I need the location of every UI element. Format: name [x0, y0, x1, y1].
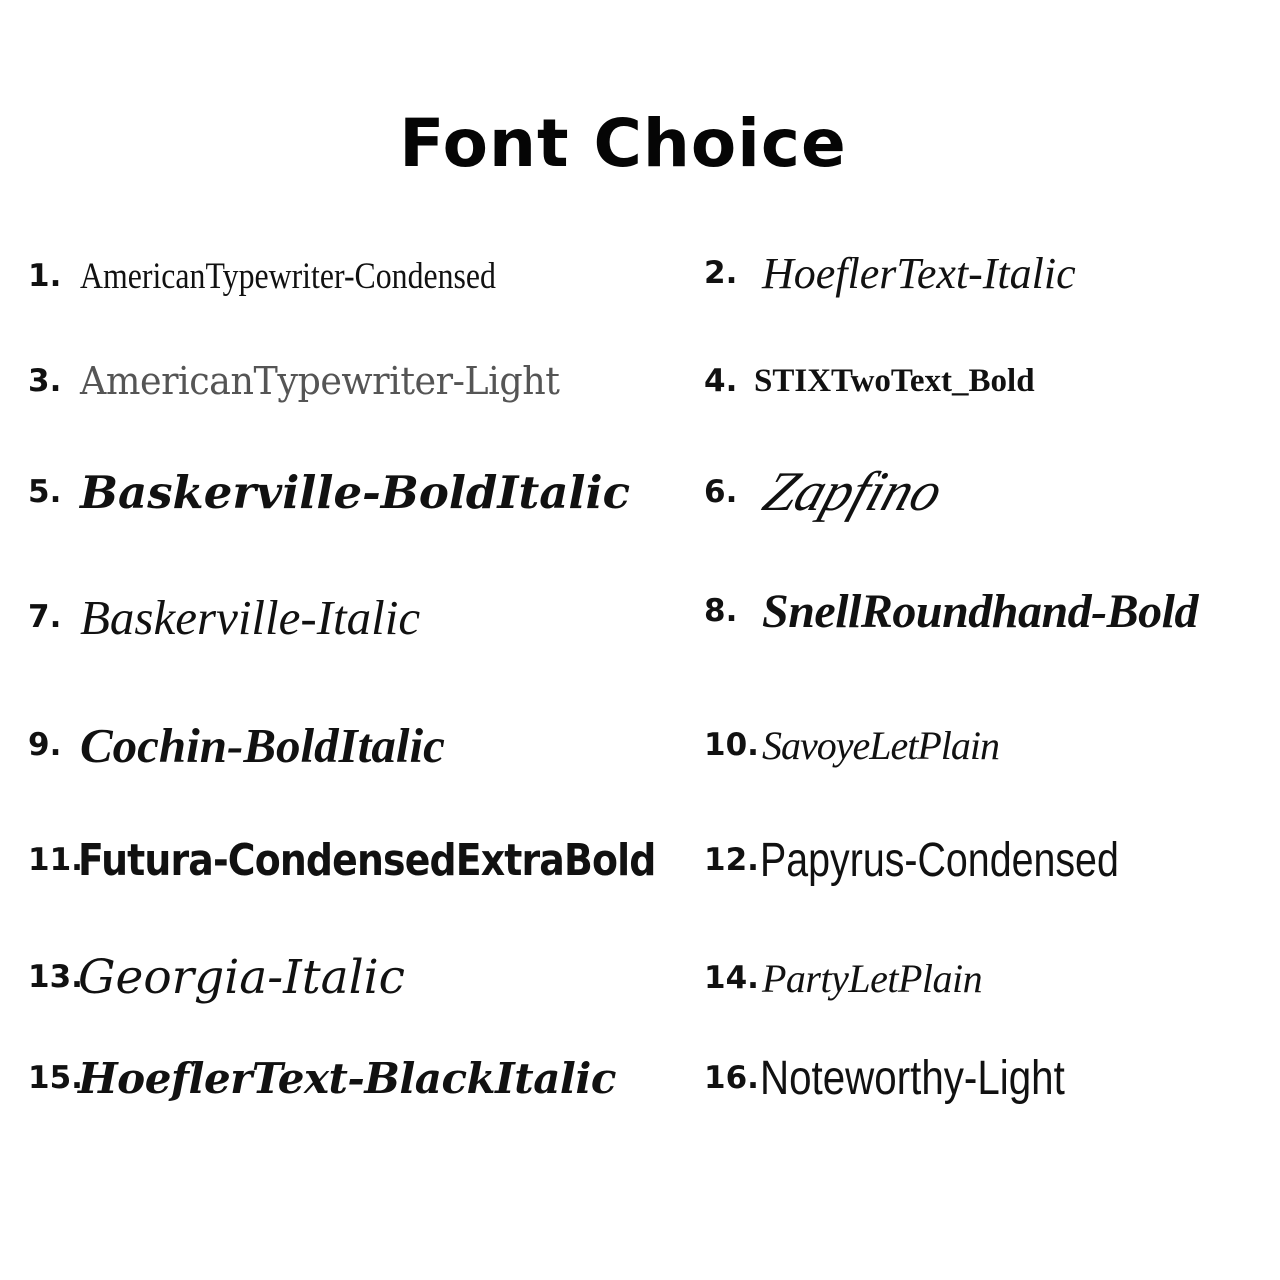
font-name: Zapfino [755, 461, 951, 523]
font-name: STIXTwoText_Bold [754, 362, 1035, 399]
font-option-12 [704, 815, 1198, 905]
font-name: Baskerville-Italic [80, 589, 421, 645]
font-option-6 [704, 447, 951, 537]
font-name: HoeflerText-BlackItalic [78, 1053, 616, 1103]
font-name: Futura-CondensedExtraBold [78, 834, 656, 886]
font-number: 16. [704, 1060, 759, 1096]
font-name: Baskerville-BoldItalic [80, 465, 630, 519]
font-number: 13. [28, 959, 83, 995]
font-number: 10. [704, 727, 759, 763]
font-number: 5. [28, 474, 62, 510]
font-name: Papyrus-Condensed [760, 833, 1119, 887]
font-option-16 [704, 1033, 1123, 1123]
font-option-9 [28, 700, 445, 790]
font-number: 7. [28, 599, 62, 635]
font-number: 4. [704, 363, 738, 399]
font-number: 11. [28, 842, 83, 878]
font-name: Cochin-BoldItalic [80, 717, 445, 773]
font-option-5 [28, 447, 630, 537]
font-number: 6. [704, 474, 738, 510]
font-name: PartyLetPlain [762, 955, 983, 1001]
font-name: AmericanTypewriter-Condensed [80, 255, 496, 297]
font-number: 2. [704, 255, 738, 291]
font-option-10 [704, 700, 999, 790]
font-number: 9. [28, 727, 62, 763]
font-name: SnellRoundhand-Bold [762, 584, 1198, 638]
font-name: AmericanTypewriter-Light [80, 359, 560, 403]
page-title: Font Choice [399, 105, 847, 182]
font-option-8 [704, 566, 1198, 656]
font-number: 12. [704, 842, 759, 878]
font-name: Noteworthy-Light [760, 1051, 1065, 1105]
font-number: 15. [28, 1060, 83, 1096]
font-option-4 [704, 336, 1035, 426]
font-option-11 [28, 815, 749, 905]
font-option-1 [28, 231, 564, 321]
font-option-13 [28, 932, 405, 1022]
font-number: 1. [28, 258, 62, 294]
font-number: 3. [28, 363, 62, 399]
font-option-14 [704, 933, 982, 1023]
font-option-3 [28, 336, 579, 426]
font-name: HoeflerText-Italic [762, 248, 1076, 298]
font-number: 8. [704, 593, 738, 629]
font-option-2 [704, 228, 1076, 318]
font-name: SavoyeLetPlain [762, 722, 1000, 768]
font-option-7 [28, 572, 420, 662]
font-number: 14. [704, 960, 759, 996]
font-name: Georgia-Italic [78, 949, 406, 1005]
font-option-15 [28, 1033, 616, 1123]
